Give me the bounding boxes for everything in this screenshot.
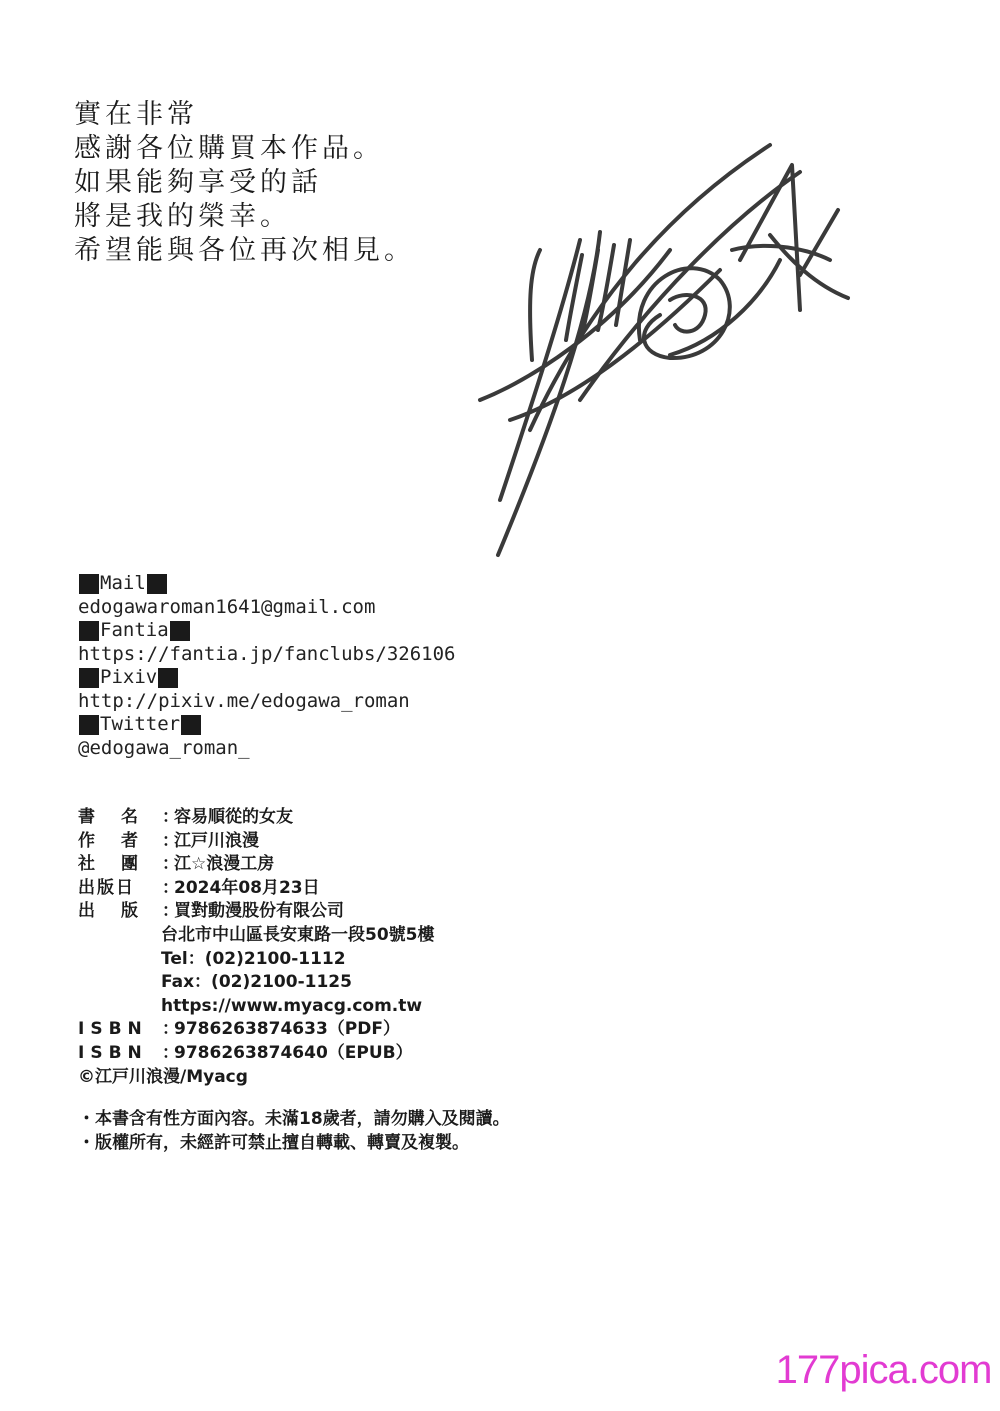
label-text: 出版 bbox=[78, 901, 164, 922]
contact-value-mail: edogawaroman1641@gmail.com bbox=[78, 595, 376, 618]
copyright: ©江戸川浪漫/Myacg bbox=[78, 1066, 248, 1087]
colophon-row-author: 作者 ： 江戸川浪漫 bbox=[78, 830, 435, 854]
contact-value-twitter: @edogawa_roman_ bbox=[78, 736, 250, 759]
notices bbox=[78, 1107, 510, 1155]
label-circle bbox=[78, 853, 162, 877]
black-square-icon bbox=[79, 668, 99, 688]
contact-label: Pixiv bbox=[100, 666, 158, 688]
circle-name: 江☆浪漫工房 bbox=[174, 854, 275, 875]
label-text: 作者 bbox=[78, 830, 164, 851]
label-text: 社團 bbox=[78, 854, 164, 875]
signature-icon bbox=[470, 100, 890, 570]
contact-header-pixiv bbox=[78, 666, 456, 690]
label-title bbox=[78, 806, 162, 830]
contact-label: Mail bbox=[100, 572, 146, 594]
publisher-fax: Fax：(02)2100-1125 bbox=[161, 972, 352, 993]
black-square-icon bbox=[181, 715, 201, 735]
thanks-message bbox=[74, 98, 415, 268]
colophon-row-publisher: 出版 ： 買對動漫股份有限公司 bbox=[78, 900, 435, 924]
label-publisher bbox=[78, 900, 162, 924]
thanks-line: 實在非常 bbox=[74, 99, 198, 130]
black-square-icon bbox=[170, 621, 190, 641]
label-text: ISBN bbox=[78, 1042, 148, 1063]
notice-line: ・版權所有，未經許可禁止擅自轉載、轉賣及複製。 bbox=[78, 1133, 469, 1153]
label-text: ISBN bbox=[78, 1019, 148, 1040]
book-title: 容易順從的女友 bbox=[174, 807, 293, 827]
contact-value-pixiv: http://pixiv.me/edogawa_roman bbox=[78, 689, 410, 712]
black-square-icon bbox=[147, 574, 167, 594]
contact-label: Fantia bbox=[100, 619, 169, 641]
colophon-row-title: 書名 ： 容易順從的女友 bbox=[78, 806, 435, 830]
contact-info bbox=[78, 572, 456, 760]
notice-line: ・本書含有性方面內容。未滿18歲者，請勿購入及閱讀。 bbox=[78, 1109, 510, 1129]
publisher-name: 買對動漫股份有限公司 bbox=[174, 901, 344, 922]
thanks-line: 如果能夠享受的話 bbox=[74, 167, 322, 198]
colophon-row-isbn-pdf: ISBN ： 9786263874633（PDF） bbox=[78, 1018, 435, 1042]
black-square-icon bbox=[158, 668, 178, 688]
colophon bbox=[78, 806, 435, 1089]
publish-date: 2024年08月23日 bbox=[174, 877, 320, 898]
label-date bbox=[78, 877, 162, 901]
colophon-row-date: 出版日 ： 2024年08月23日 bbox=[78, 877, 435, 901]
contact-header-mail bbox=[78, 572, 456, 596]
black-square-icon bbox=[79, 621, 99, 641]
contact-header-fantia bbox=[78, 619, 456, 643]
thanks-line: 將是我的榮幸。 bbox=[74, 201, 291, 232]
publisher-address: 台北市中山區長安東路一段50號5樓 bbox=[161, 924, 435, 945]
label-isbn bbox=[78, 1018, 162, 1042]
label-isbn bbox=[78, 1042, 162, 1066]
isbn-pdf: 9786263874633（PDF） bbox=[174, 1019, 400, 1040]
label-text: 書名 bbox=[78, 807, 164, 827]
publisher-tel: Tel：(02)2100-1112 bbox=[161, 948, 346, 969]
label-text: 出版日 bbox=[78, 877, 135, 898]
thanks-line: 希望能與各位再次相見。 bbox=[74, 235, 415, 266]
isbn-epub: 9786263874640（EPUB） bbox=[174, 1042, 413, 1063]
publisher-website: https://www.myacg.com.tw bbox=[161, 995, 423, 1016]
label-author bbox=[78, 830, 162, 854]
black-square-icon bbox=[79, 574, 99, 594]
black-square-icon bbox=[79, 715, 99, 735]
author-name: 江戸川浪漫 bbox=[174, 830, 259, 851]
thanks-line: 感謝各位購買本作品。 bbox=[74, 133, 384, 164]
watermark: 177pica.com bbox=[775, 1347, 992, 1392]
colophon-row-circle: 社團 ： 江☆浪漫工房 bbox=[78, 853, 435, 877]
contact-value-fantia: https://fantia.jp/fanclubs/326106 bbox=[78, 642, 456, 665]
colophon-row-isbn-epub: ISBN ： 9786263874640（EPUB） bbox=[78, 1042, 435, 1066]
contact-label: Twitter bbox=[100, 713, 181, 735]
contact-header-twitter bbox=[78, 713, 456, 737]
